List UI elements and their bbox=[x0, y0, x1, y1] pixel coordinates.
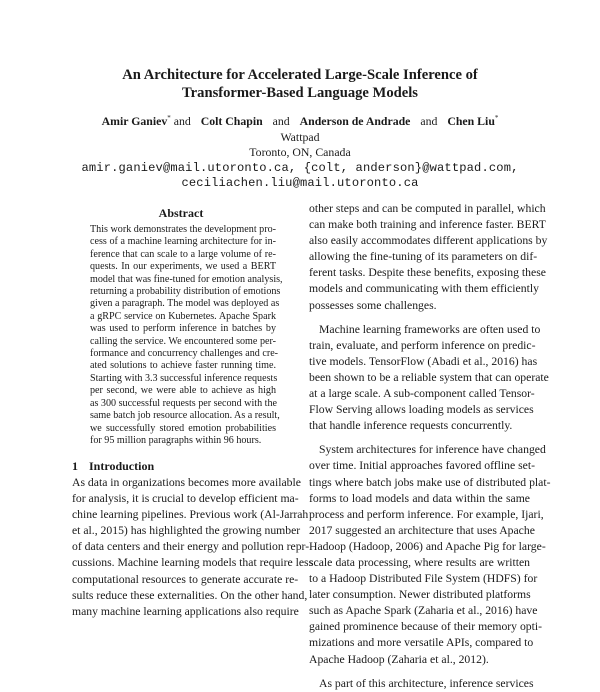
text-line: been shown to be a reliable system that can operate bbox=[309, 370, 549, 384]
text-line: tive models. TensorFlow (Abadi et al., 2016) has bbox=[309, 354, 538, 368]
author-name: Chen Liu bbox=[447, 114, 495, 128]
paper-title-line: Transformer-Based Language Models bbox=[182, 85, 418, 101]
text-line: calling the service. We encountered some per- bbox=[90, 335, 276, 347]
text-line: ated solutions to achieve faster running time. bbox=[90, 360, 276, 372]
author-names bbox=[40, 114, 560, 130]
text-line: possesses some challenges. bbox=[309, 298, 437, 312]
text-line: a gRPC service on Kubernetes. Apache Spark bbox=[90, 310, 276, 322]
text-line: 2017 suggested an architecture that uses Apache bbox=[309, 523, 535, 537]
author-name: Colt Chapin bbox=[200, 114, 263, 128]
text-line: of data centers and their energy and pollution repr- bbox=[72, 540, 310, 554]
author-mark: * bbox=[167, 114, 171, 123]
author-conjunction: and bbox=[173, 114, 191, 128]
text-line: given a paragraph. The model was deployed as bbox=[90, 298, 280, 310]
text-line: train, evaluate, and perform inference on predic- bbox=[309, 338, 536, 352]
text-line: later consumption. Newer distributed platforms bbox=[309, 588, 531, 602]
text-line: This work demonstrates the development pro- bbox=[90, 224, 276, 235]
author-conjunction: and bbox=[272, 114, 290, 128]
text-line: was used to perform inference in batches by bbox=[90, 323, 276, 335]
author-emails: amir.ganiev@mail.utoronto.ca, {colt, anderson}@wattpad.com, bbox=[81, 160, 519, 175]
text-line: that handle inference requests concurrently. bbox=[309, 419, 513, 433]
text-line: Flow Serving allows loading models as services bbox=[309, 403, 534, 417]
text-line: ference that can scale to a large volume of re- bbox=[90, 248, 276, 260]
text-line: forms to load models and data within the same bbox=[309, 491, 530, 505]
abstract-body bbox=[90, 224, 283, 447]
text-line: over time. Initial approaches favored offline set- bbox=[309, 459, 535, 473]
author-block bbox=[40, 114, 560, 192]
left-column-text bbox=[72, 475, 314, 620]
text-line: can make both training and inference faster. BERT bbox=[309, 218, 546, 232]
text-line: sults reduce these externalities. On the other hand, bbox=[72, 588, 308, 602]
text-line: process and perform inference. For example, Ijari, bbox=[309, 507, 544, 521]
text-line: returning a probability distribution of emotions bbox=[90, 286, 281, 298]
text-line: Hadoop (Hadoop, 2006) and Apache Pig for large- bbox=[309, 539, 546, 553]
paper-title bbox=[60, 66, 540, 102]
text-line: System architectures for inference have changed bbox=[319, 443, 546, 457]
author-conjunction: and bbox=[420, 114, 438, 128]
text-line: formance and concurrency challenges and cre- bbox=[90, 348, 279, 360]
text-line: et al., 2015) has highlighted the growing number bbox=[72, 524, 301, 538]
text-line: Machine learning frameworks are often used to bbox=[319, 322, 541, 336]
author-location: Toronto, ON, Canada bbox=[249, 145, 351, 159]
text-line: chine learning pipelines. Previous work (Al-Jarrah bbox=[72, 508, 309, 522]
text-line: tings where batch jobs make use of distributed plat- bbox=[309, 475, 551, 489]
author-mark: * bbox=[494, 114, 499, 123]
section-number: 1 bbox=[72, 459, 78, 473]
text-line: As data in organizations becomes more available bbox=[72, 476, 301, 489]
text-line: models and communicating with them efficiently bbox=[309, 282, 539, 296]
author-name: Anderson de Andrade bbox=[299, 114, 411, 128]
author-affiliation: Wattpad bbox=[280, 129, 320, 144]
text-line: such as Apache Spark (Zaharia et al., 2016) have bbox=[309, 604, 538, 618]
text-line: as 300 successful requests per second with the bbox=[90, 397, 277, 409]
text-line: quests. In our experiments, we used a BERT bbox=[90, 261, 276, 273]
text-line: ferent tasks. Despite these benefits, exposing these bbox=[309, 266, 546, 280]
text-line: also easily accommodates different applications by bbox=[309, 234, 548, 248]
text-line: we successfully stored emotion probabilities bbox=[90, 422, 276, 434]
text-line: gained prominence because of their memory opti- bbox=[309, 620, 543, 634]
text-line: at a large scale. A sub-component called Tensor- bbox=[309, 387, 535, 401]
text-line: per second, we were able to achieve as high bbox=[90, 385, 276, 397]
author-name: Amir Ganiev bbox=[101, 114, 168, 128]
text-line: computational resources to generate accurate re- bbox=[72, 572, 299, 586]
text-line: model that was fine-tuned for emotion analysis, bbox=[90, 273, 283, 285]
section-title: Introduction bbox=[89, 459, 155, 473]
text-line: Starting with 3.3 successful inference requests bbox=[90, 372, 278, 384]
text-line: to a Hadoop Distributed File System (HDFS) for bbox=[309, 572, 538, 586]
text-line: for analysis, it is crucial to develop efficient ma- bbox=[72, 492, 299, 506]
text-line: mizations and more versatile APIs, compared to bbox=[309, 636, 534, 650]
author-emails: ceciliachen.liu@mail.utoronto.ca bbox=[181, 176, 419, 190]
text-line: Apache Hadoop (Zaharia et al., 2012). bbox=[309, 652, 489, 666]
text-line: scale data processing, where results are written bbox=[309, 555, 530, 569]
abstract-heading: Abstract bbox=[158, 206, 204, 220]
text-line: other steps and can be computed in parallel, which bbox=[309, 202, 546, 215]
right-column-text bbox=[309, 201, 551, 692]
section-heading-introduction bbox=[72, 459, 154, 474]
text-line: for 95 million paragraphs within 96 hours. bbox=[90, 434, 262, 446]
text-line: allowing the fine-tuning of its parameters on dif- bbox=[309, 250, 538, 264]
text-line: As part of this architecture, inference services bbox=[319, 676, 534, 690]
text-line: cess of a machine learning architecture for in- bbox=[90, 236, 276, 248]
text-line: same batch job resource allocation. As a result, bbox=[90, 410, 280, 422]
text-line: many machine learning applications also require bbox=[72, 604, 299, 618]
text-line: cussions. Machine learning models that require less bbox=[72, 556, 314, 570]
paper-title-line: An Architecture for Accelerated Large-Scale Inference of bbox=[122, 67, 478, 83]
